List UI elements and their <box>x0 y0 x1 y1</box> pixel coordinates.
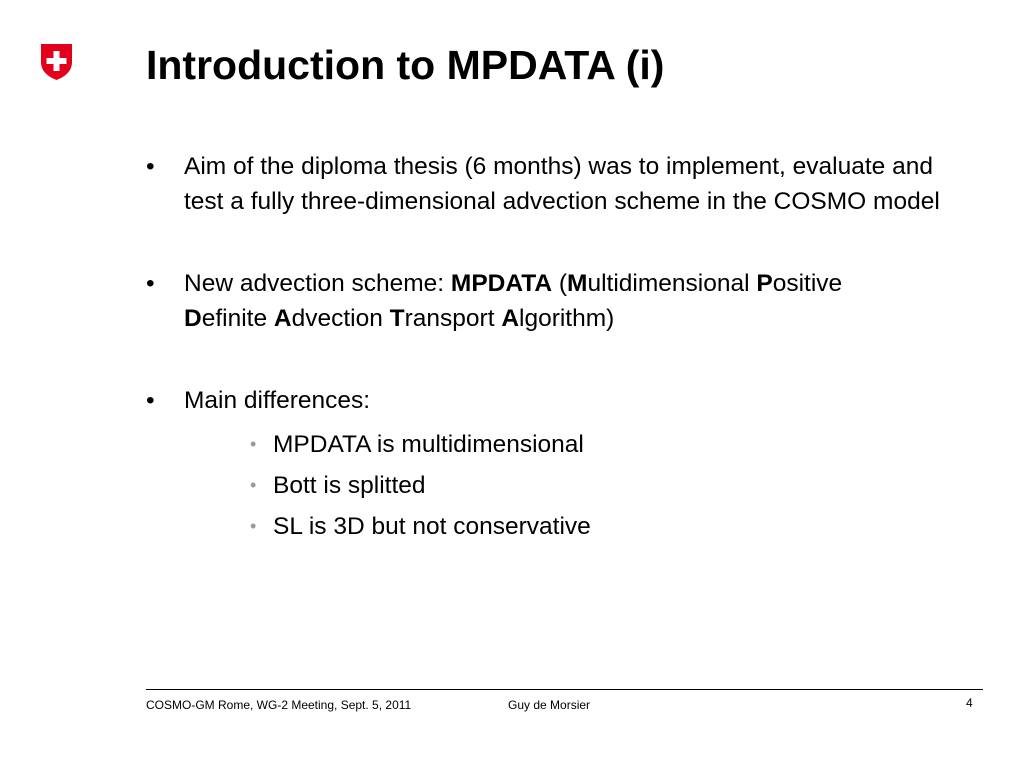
footer-divider <box>146 689 983 690</box>
word-rest: dvection <box>291 305 390 332</box>
sub-bullet-dot: • <box>250 475 257 495</box>
initial-p: P <box>756 270 773 297</box>
open-paren: ( <box>552 270 568 297</box>
bullet-text: Main differences: <box>184 387 371 414</box>
initial-a: A <box>501 305 520 332</box>
sub-bullet-dot: • <box>250 434 257 454</box>
initial-m: M <box>567 270 588 297</box>
word-rest: lgorithm <box>519 305 607 332</box>
bullet-thesis-aim <box>146 149 976 219</box>
word-rest: efinite <box>201 305 274 332</box>
bullet-advection-scheme <box>146 266 976 336</box>
list-item <box>236 424 976 465</box>
differences-list <box>146 424 976 547</box>
bullet-main-differences <box>146 383 976 418</box>
slide-title: Introduction to MPDATA (i) <box>146 42 665 88</box>
slide-content <box>146 149 976 547</box>
list-item <box>236 506 976 547</box>
word-rest: ransport <box>404 305 502 332</box>
bullet-dot: • <box>146 153 155 180</box>
list-item-text: SL is 3D but not conservative <box>273 513 591 540</box>
initial-t: T <box>389 305 405 332</box>
bullet-dot: • <box>146 270 155 297</box>
word-rest: ultidimensional <box>587 270 757 297</box>
footer-author: Guy de Morsier <box>508 698 591 712</box>
word-rest: ositive <box>772 270 843 297</box>
swiss-cross-shield-icon <box>40 43 73 81</box>
bullet-dot: • <box>146 387 155 414</box>
list-item-text: MPDATA is multidimensional <box>273 431 584 458</box>
initial-d: D <box>184 305 202 332</box>
close-paren: ) <box>606 305 615 332</box>
sub-bullet-dot: • <box>250 516 257 536</box>
list-item <box>236 465 976 506</box>
page-number: 4 <box>966 696 973 710</box>
acronym-mpdata: MPDATA <box>450 270 553 297</box>
bullet-prefix: New advection scheme: <box>184 270 451 297</box>
footer-event: COSMO-GM Rome, WG-2 Meeting, Sept. 5, 2011 <box>146 698 412 712</box>
list-item-text: Bott is splitted <box>273 472 426 499</box>
initial-a: A <box>273 305 292 332</box>
bullet-text: Aim of the diploma thesis (6 months) was to implement, evaluate and test a fully three-dimensional advection scheme in the COSMO model <box>184 153 940 215</box>
